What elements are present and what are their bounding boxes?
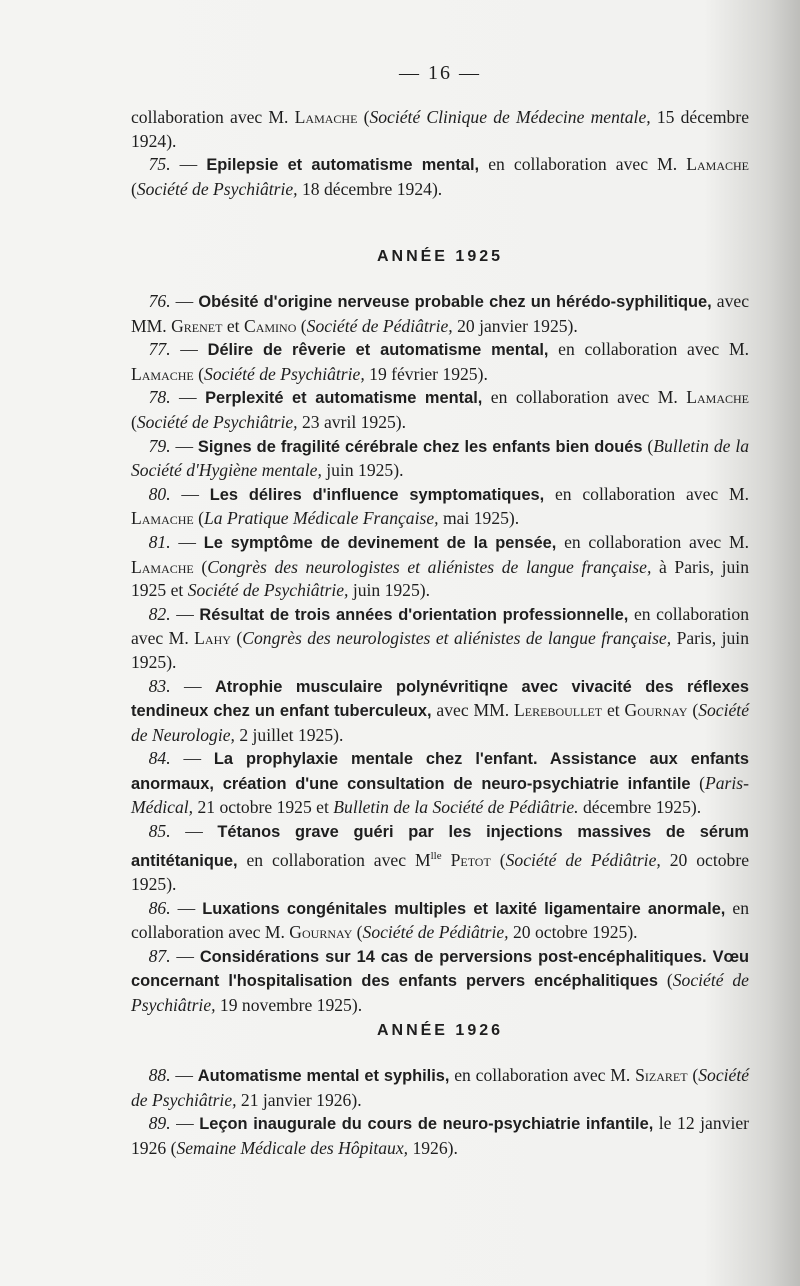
entry-text: ( [193,508,205,529]
publication-name: Paris-Médical, [131,772,749,818]
entry-title: Les délires d'influence symptomatiques, [209,485,545,504]
publication-name: Société de Psychiâtrie, [204,363,365,384]
entry-text: en collaboration avec M. [482,387,687,408]
entry-title: Tétanos grave guéri par les injections massives de sérum antitétanique, [131,823,750,870]
publication-name: Société de Psychiâtrie, [131,1065,750,1110]
entry-number: 86. [131,897,178,918]
entry-text [442,850,451,870]
entry-text: en collaboration avec M. [556,531,750,552]
year-heading-1926: ANNÉE 1926 [376,1022,504,1039]
bibliography-entry [131,290,749,338]
entry-text: à Paris, juin 1925 et [131,556,749,601]
entry-text: juin 1925). [321,460,404,481]
entry-text: lle [430,849,442,862]
entry-number: 81. [131,531,179,552]
publication-name: Société de Psychiâtrie, [187,580,349,601]
entry-number: 79. [131,435,176,456]
entry-text: 20 octobre 1925). [508,922,638,943]
entry-text: 2 juillet 1925). [234,724,344,745]
entry-dash: — [175,1065,198,1085]
entry-text: ( [131,411,137,432]
entry-text: en collaboration avec M [237,849,431,870]
author-name: Lahy [194,628,231,649]
publication-name: Société de Pédiâtrie, [362,922,509,943]
entry-text: et [222,315,244,336]
bibliography-entry [131,338,749,386]
entry-dash: — [181,483,210,504]
entry-number: 76. [131,291,176,311]
entry-text: ( [687,1065,699,1085]
entry-title: Luxations congénitales multiples et laxité ligamentaire anormale, [202,899,726,918]
publication-name: Société de Psychiâtrie, [136,178,298,199]
entry-text: le 12 janvier 1926 ( [131,1113,750,1158]
bibliography-entry [131,1112,749,1160]
bibliography-entry [131,386,749,434]
year-heading-1925: ANNÉE 1925 [376,248,504,265]
entry-dash: — [175,435,198,456]
author-name: Lereboullet [514,700,603,721]
entry-title: Considérations sur 14 cas de perversions post-encéphalitiques. Vœu concernant l'hospitalisation des enfants pervers encéphalitiques [131,947,749,991]
entry-text: 21 octobre 1925 et [193,797,334,818]
entry-number: 78. [131,387,180,408]
entry-title: Obésité d'origine nerveuse probable chez un hérédo-syphilitique, [198,293,712,311]
bibliography-entry [131,153,749,201]
entry-text: juin 1925). [348,580,431,601]
entry-dash: — [176,1113,200,1134]
entry-text: en collaboration avec M. [479,154,687,175]
entry-text: en collaboration avec M. [544,483,749,504]
entries-list-1924 [131,153,749,201]
entry-number: 84. [131,748,184,769]
entry-text: en collaboration avec M. [131,603,749,649]
entry-text: mai 1925). [438,508,520,529]
entry-text: ( [193,363,205,384]
entry-text: ( [658,970,673,991]
entry-text: avec MM. [431,700,515,721]
publication-name: Société de Psychiâtrie, [131,970,749,1016]
entry-number: 87. [131,945,177,966]
entry-text: 23 avril 1925). [297,411,407,432]
author-name: Lamache [131,363,194,384]
bibliography-entry [131,747,749,820]
entry-dash: — [180,339,208,360]
entry-text: 18 décembre 1924). [297,178,443,199]
entry-text: 1926). [408,1137,458,1158]
author-name: Grenet [171,315,223,336]
bibliography-entry [131,435,749,483]
entry-number: 89. [131,1113,177,1134]
entry-number: 85. [131,821,186,842]
entry-text: 19 février 1925). [364,363,488,384]
entry-dash: — [177,897,203,918]
entry-title: Atrophie musculaire polynévritiqne avec vivacité des réflexes tendineux chez un enfant tuberculeux, [131,677,750,721]
entry-title: Le symptôme de devinement de la pensée, [203,533,557,552]
entry-number: 75. [131,154,180,175]
author-name: Lamache [686,387,750,408]
entry-text: décembre 1925). [578,797,702,818]
publication-name: Congrès des neurologistes et aliénistes de langue française, [242,628,672,649]
entry-title: Perplexité et automatisme mental, [205,389,483,408]
entry-text: en collaboration avec M. [449,1065,636,1085]
entry-title: Epilepsie et automatisme mental, [206,156,480,175]
entry-dash: — [176,945,200,966]
publication-name: Congrès des neurologistes et aliénistes de langue française, [207,556,652,577]
entry-number: 88. [131,1065,176,1085]
author-name: Petot [450,849,491,870]
entry-dash: — [179,154,207,175]
publication-name: Société de Pédiâtrie, [306,315,453,336]
entries-list-1925 [131,290,749,1018]
entry-text: en collaboration avec M. [131,897,750,943]
author-name: Lamache [686,154,749,175]
publication-name: Société de Pédiâtrie, [505,849,661,870]
entry-text: ( [357,107,370,127]
entry-number: 83. [131,675,184,696]
entry-text: 15 décembre 1924). [131,107,750,151]
entry-text: Paris, juin 1925). [131,628,749,672]
entry-title: Automatisme mental et syphilis, [197,1067,450,1085]
entry-dash: — [183,675,215,696]
entry-number: 82. [131,603,177,624]
entry-text: 19 novembre 1925). [215,995,363,1016]
page-number: — 16 — [399,62,481,84]
publication-name: Bulletin de la Société de Pédiâtrie. [333,797,579,818]
entry-dash: — [175,291,199,311]
publication-name: Société Clinique de Médecine mentale, [369,107,651,127]
publication-name: Société de Neurologie, [131,700,749,745]
entry-dash: — [179,387,206,408]
author-name: Lamache [131,556,194,577]
author-name: Lamache [131,508,194,529]
bibliography-entry [131,531,749,603]
author-name: Gournay [289,922,353,943]
entry-text: ( [490,849,506,870]
entry-text: collaboration avec M. [131,107,295,127]
entry-number: 80. [131,483,182,504]
author-name: Lamache [294,107,358,127]
publication-name: Semaine Médicale des Hôpitaux, [176,1137,409,1158]
entry-text: ( [642,435,654,456]
entries-list-1926 [131,1064,749,1160]
publication-name: La Pratique Médicale Française, [204,508,439,529]
publication-name: Bulletin de la Société d'Hygiène mentale, [131,435,750,481]
bibliography-entry [131,675,749,748]
author-name: Camino [243,315,297,336]
publication-name: Société de Psychiâtrie, [136,411,298,432]
entry-text: 20 janvier 1925). [452,315,578,336]
author-name: Sizaret [635,1065,688,1085]
entry-text: 20 octobre 1925). [131,849,750,895]
entry-text: 21 janvier 1926). [236,1089,362,1110]
entry-text: ( [131,178,137,199]
entry-title: La prophylaxie mentale chez l'enfant. Assistance aux enfants anormaux, création d'une consultation de neuro-psychiatrie infantile [131,750,750,793]
entry-title: Signes de fragilité cérébrale chez les enfants bien doués [197,437,643,456]
bibliography-entry [131,603,749,675]
bibliography-entry [131,1064,749,1112]
entry-dash: — [178,531,204,552]
entry-text: et [602,700,625,721]
entry-text: ( [193,556,208,577]
author-name: Gournay [624,700,688,721]
bibliography-entry [131,483,749,531]
entry-title: Délire de rêverie et automatisme mental, [207,341,549,360]
entry-text: en collaboration avec M. [548,339,749,360]
entry-dash: — [185,821,218,842]
bibliography-entry [131,897,749,945]
bibliography-entry [131,945,749,1018]
entry-text: ( [687,700,699,721]
entry-title: Leçon inaugurale du cours de neuro-psychiatrie infantile, [199,1115,654,1134]
entry-text: ( [230,628,243,649]
entry-title: Résultat de trois années d'orientation professionnelle, [199,605,629,624]
entries-block-1924 [131,106,749,201]
entry-number: 77. [131,339,181,360]
entry-dash: — [183,748,214,769]
entry-text: ( [352,922,363,943]
bibliography-entry [131,820,749,897]
entry-text: ( [690,772,706,793]
continuation-paragraph [131,106,749,153]
entry-text: ( [296,315,307,336]
entry-dash: — [176,603,200,624]
entry-text: avec MM. [131,291,750,336]
